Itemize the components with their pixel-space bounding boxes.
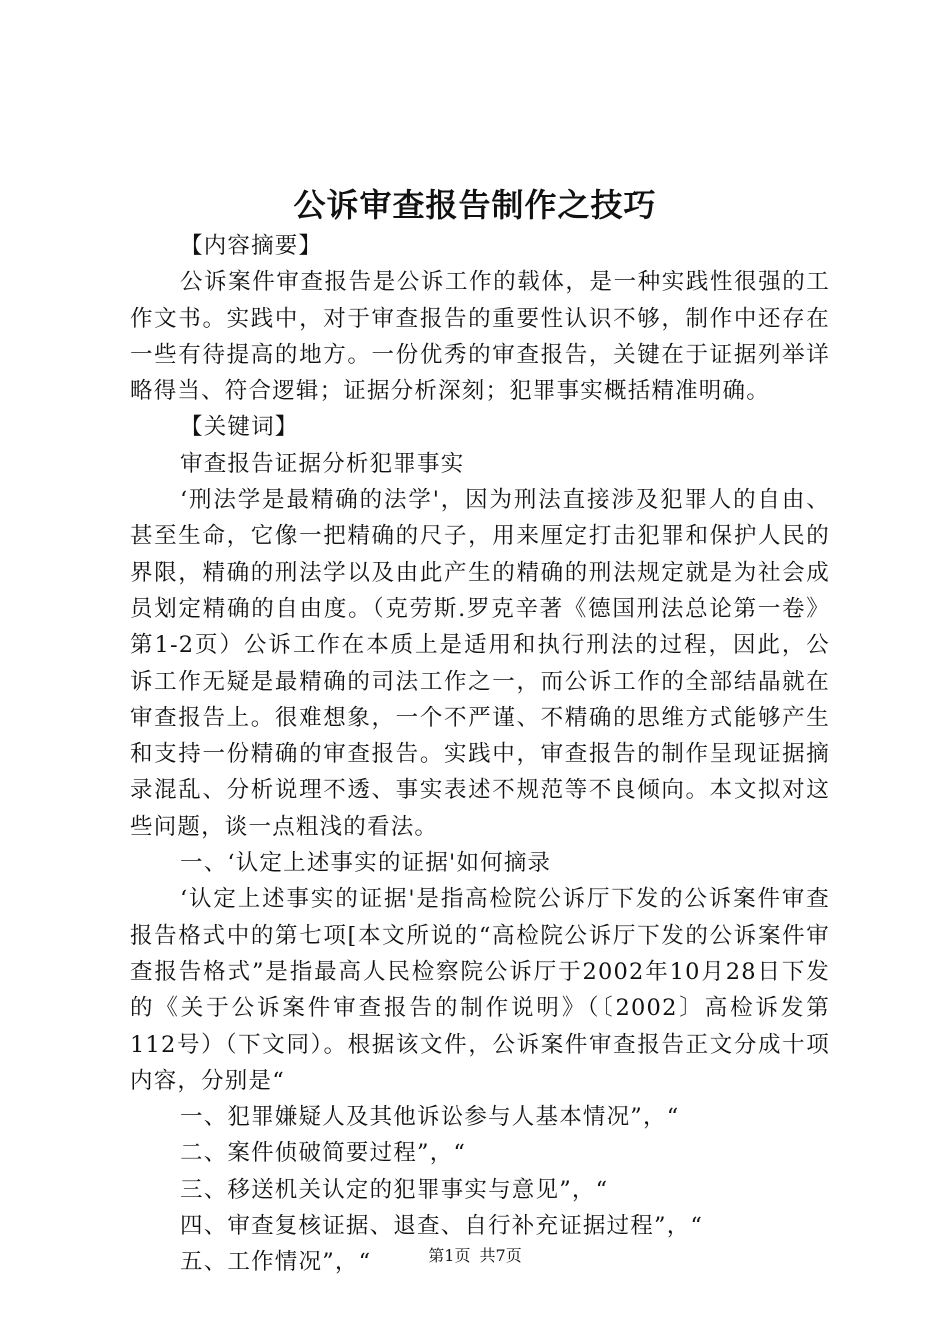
intro-paragraph: ‘刑法学是最精确的法学'，因为刑法直接涉及犯罪人的自由、甚至生命，它像一把精确的尺子，用来厘定打击犯罪和保护人民的界限，精确的刑法学以及由此产生的精确的刑法规定就是为社会成员划定精确的自由度。（克劳斯.罗克辛著《德国刑法总论第一卷》第1-2页）公诉工作在本质上是适用和执行刑法的过程，因此，公诉工作无疑是最精确的司法工作之一，而公诉工作的全部结晶就在审查报告上。很难想象，一个不严谨、不精确的思维方式能够产生和支持一份精确的审查报告。实践中，审查报告的制作呈现证据摘录混乱、分析说理不透、事实表述不规范等不良倾向。本文拟对这些问题，谈一点粗浅的看法。 [130,487,830,840]
abstract-paragraph: 公诉案件审查报告是公诉工作的载体，是一种实践性很强的工作文书。实践中，对于审查报告的重要性认识不够，制作中还存在一些有待提高的地方。一份优秀的审查报告，关键在于证据列举详略得当、符合逻辑；证据分析深刻；犯罪事实概括精准明确。 [130,269,830,405]
list-item: 三、移送机关认定的犯罪事实与意见”，“ [180,1176,609,1203]
document-title: 公诉审查报告制作之技巧 [293,186,657,224]
keywords-heading: 【关键词】 [180,414,299,441]
abstract-heading: 【内容摘要】 [180,233,323,259]
page-number: 第1页 共7页 [428,1246,522,1265]
keywords-paragraph: 审查报告证据分析犯罪事实 [180,450,465,477]
list-item: 二、案件侦破简要过程”，“ [180,1140,467,1167]
document-body [130,228,830,1281]
list-item: 四、审查复核证据、退查、自行补充证据过程”，“ [180,1213,704,1240]
list-item: 五、工作情况”，“ [180,1249,372,1276]
section-paragraph: ‘认定上述事实的证据'是指高检院公诉厅下发的公诉案件审查报告格式中的第七项[本文所说的“高检院公诉厅下发的公诉案件审查报告格式”是指最高人民检察院公诉厅于2002年10月28日下发的《关于公诉案件审查报告的制作说明》（〔2002〕高检诉发第112号）（下文同）。根据该文件，公诉案件审查报告正文分成十项内容，分别是“ [130,886,830,1094]
section-heading: 一、‘认定上述事实的证据'如何摘录 [180,850,552,877]
list-item: 一、犯罪嫌疑人及其他诉讼参与人基本情况”，“ [180,1104,680,1131]
